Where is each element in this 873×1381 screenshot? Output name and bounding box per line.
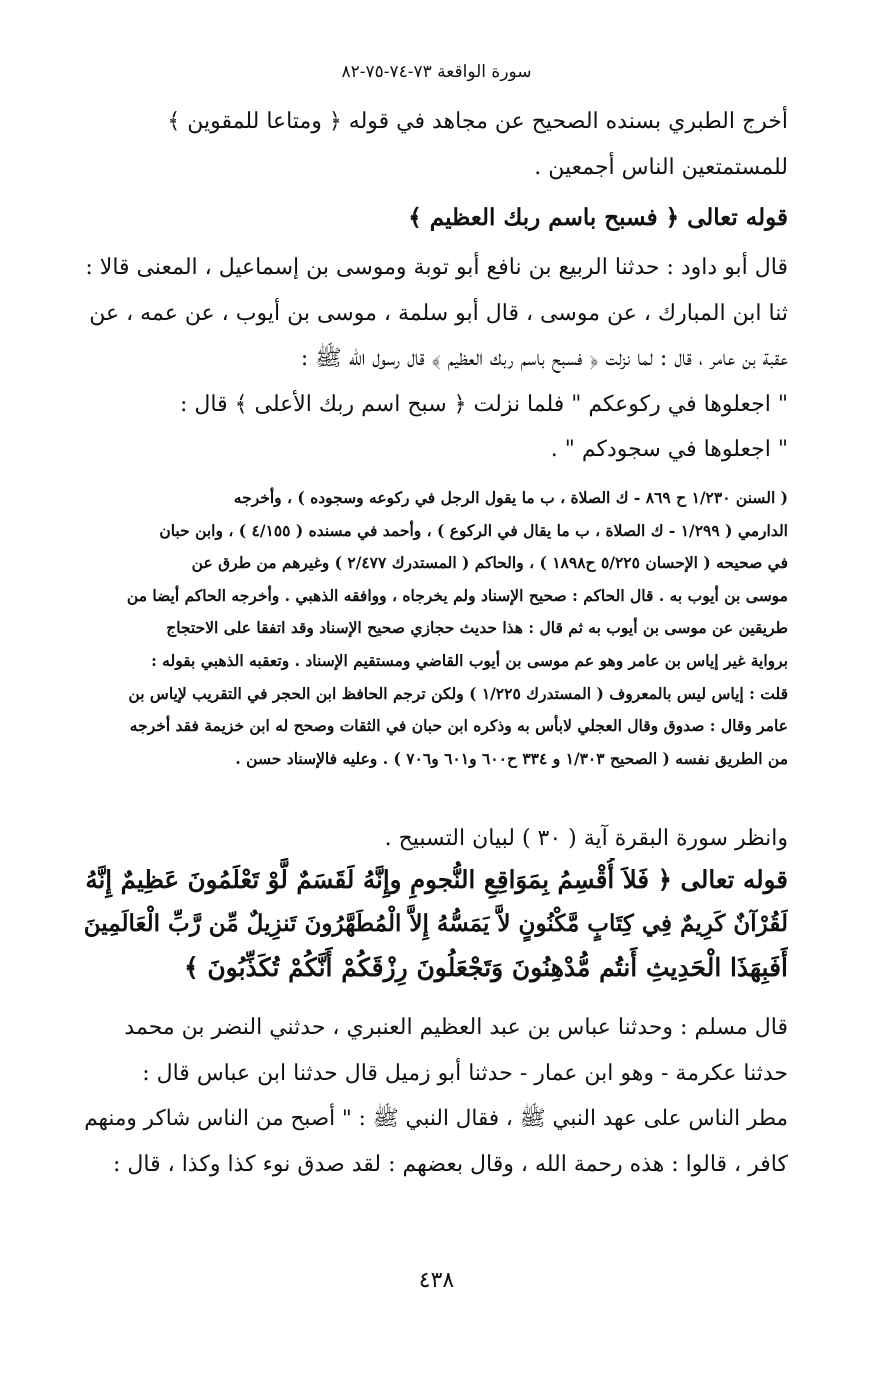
paragraph-see-baqara <box>76 816 788 862</box>
text-line: " اجعلوها في ركوعكم " فلما نزلت ﴿ سبح اسم ربك الأعلى ﴾ قال : <box>180 391 788 417</box>
note-line: طريقين عن موسى بن أيوب به ثم قال : هذا حديث حجازي صحيح الإسناد وقد اتفقا على الاحتجاج <box>166 618 788 638</box>
note-line: موسى بن أيوب به . قال الحاكم : صحيح الإسناد ولم يخرجاه ، ووافقه الذهبي . وأخرجه الحاكم أيضا من <box>126 585 788 605</box>
page-number: ٤٣٨ <box>418 1268 455 1293</box>
note-line: قلت : إياس ليس بالمعروف ( المستدرك ١/٢٢٥ ) ولكن ترجم الحافظ ابن الحجر في التقريب لإياس بن <box>128 683 788 703</box>
text-line: قال أبو داود : حدثنا الربيع بن نافع أبو توبة وموسى بن إسماعيل ، المعنى قالا : <box>85 255 788 280</box>
text-line: ثنا ابن المبارك ، عن موسى ، قال أبو سلمة ، موسى بن أيوب ، عن عمه ، عن <box>89 300 788 326</box>
note-line: الدارمي ( ١/٢٩٩ - ك الصلاة ، ب ما يقال في الركوع ) ، وأحمد في مسنده ( ٤/١٥٥ ) ، وابن حبان <box>159 520 788 540</box>
note-line: في صحيحه ( الإحسان ٥/٢٢٥ ح١٨٩٨ ) ، والحاكم ( المستدرك ٢/٤٧٧ ) وغيرهم من طرق عن <box>191 553 788 573</box>
text-line: عقبة بن عامر ، قال : لما نزلت ﴿ فسبح باسم ربك العظيم ﴾ قال رسول الله ﷺ : <box>300 346 788 371</box>
text-line: " اجعلوها في سجودكم " . <box>550 437 788 462</box>
paragraph-muslim <box>76 1005 788 1187</box>
text-line: وانظر سورة البقرة آية ( ٣٠ ) لبيان التسبيح . <box>384 826 788 851</box>
paragraph-tabari <box>76 99 788 190</box>
note-line: عامر وقال : صدوق وقال العجلي لابأس به وذكره ابن حبان في الثقات وصحح له ابن خزيمة فقد أخرجه <box>129 716 788 736</box>
quran-verse-heading <box>76 858 788 990</box>
text-line: كافر ، قالوا : هذه رحمة الله ، وقال بعضهم : لقد صدق نوء كذا وكذا ، قال : <box>113 1151 788 1177</box>
text-line: قال مسلم : وحدثنا عباس بن عبد العظيم العنبري ، حدثني النضر بن محمد <box>124 1015 788 1040</box>
takhrij-note <box>76 482 788 775</box>
note-line: من الطريق نفسه ( الصحيح ١/٣٠٣ و ٣٣٤ ح٦٠٠ و٦٠١ و٧٠٦ ) . وعليه فالإسناد حسن . <box>235 748 788 768</box>
heading-line: قوله تعالى ﴿ فسبح باسم ربك العظيم ﴾ <box>408 204 788 231</box>
note-line: ( السنن ١/٢٣٠ ح ٨٦٩ - ك الصلاة ، ب ما يقول الرجل في ركوعه وسجوده ) ، وأخرجه <box>233 488 788 507</box>
verse-line: قوله تعالى ﴿ فَلاَ أُقْسِمُ بِمَوَاقِعِ النُّجومِ وإِنَّهُ لَقَسَمٌ لَّوْ تَعْلَمُونَ عَظِيمٌ إِنَّهُ <box>85 865 788 894</box>
heading-fasabbih <box>76 195 788 241</box>
verse-line: لَقُرْآنٌ كَرِيمٌ فِي كِتَابٍ مَّكْنُونٍ لاَّ يَمَسُّهُ إِلاَّ الْمُطَهَّرُونَ تَنزِيلٌ مِّن رَّبِّ الْعَالَمِينَ <box>83 910 788 937</box>
text-line: مطر الناس على عهد النبي ﷺ ، فقال النبي ﷺ : " أصبح من الناس شاكر ومنهم <box>84 1106 788 1131</box>
verse-line: أَفَبِهَذَا الْحَدِيثِ أَنتُم مُّدْهِنُونَ وَتَجْعَلُونَ رِزْقَكُمْ أَنَّكُمْ تُكَذِّبُونَ ﴾ <box>183 953 788 982</box>
text-line: حدثنا عكرمة - وهو ابن عمار - حدثنا أبو زميل قال حدثنا ابن عباس قال : <box>142 1060 788 1086</box>
note-line: برواية غير إياس بن عامر وهو عم موسى بن أيوب القاضي ومستقيم الإسناد . وتعقبه الذهبي بقوله : <box>151 650 788 670</box>
text-line: للمستمتعين الناس أجمعين . <box>534 154 788 180</box>
running-header: سورة الواقعة ٧٣-٧٤-٧٥-٨٢ <box>341 62 532 82</box>
paragraph-abu-dawud <box>76 245 788 473</box>
text-line: أخرج الطبري بسنده الصحيح عن مجاهد في قوله ﴿ ومتاعا للمقوين ﴾ <box>167 109 788 134</box>
